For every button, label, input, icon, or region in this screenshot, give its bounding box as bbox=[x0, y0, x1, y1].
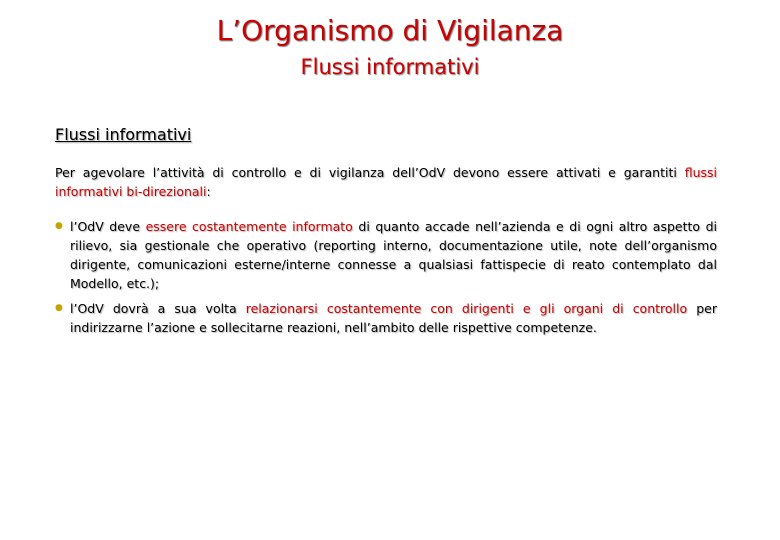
bullet-1-text-end: di quanto accade nell’azienda e di ogni altro aspetto di rilievo, sia gestionale che operativo (reporting interno, documentazione utile, note dell’organismo dirigente, comunicazioni esterne/interne connesse a qualsiasi fattispecie di reato contemplato dal Modello, etc.); bbox=[70, 219, 717, 291]
intro-text-end: : bbox=[206, 184, 211, 199]
bullet-list bbox=[55, 217, 717, 337]
bullet-2-text-end: per indirizzarne l’azione e sollecitarne reazioni, nell’ambito delle rispettive competenze. bbox=[70, 301, 717, 335]
bullet-1-text-start: l’OdV deve bbox=[70, 219, 146, 234]
slide-title: L’Organismo di Vigilanza bbox=[216, 14, 564, 47]
slide-subtitle: Flussi informativi bbox=[300, 55, 480, 79]
intro-paragraph bbox=[55, 163, 717, 201]
bullet-2-text-start: l’OdV dovrà a sua volta bbox=[70, 301, 246, 316]
intro-text-start: Per agevolare l’attività di controllo e di vigilanza dell’OdV devono essere attivati e garantiti bbox=[55, 165, 685, 180]
slide-content bbox=[55, 163, 717, 343]
bullet-2-highlight: relazionarsi costantemente con dirigenti e gli organi di controllo bbox=[245, 301, 688, 316]
bullet-dot-icon: ● bbox=[55, 303, 63, 313]
bullet-dot-icon: ● bbox=[55, 221, 63, 231]
bullet-1-highlight: essere costantemente informato bbox=[145, 219, 353, 234]
bullet-item-1 bbox=[55, 217, 717, 293]
section-heading: Flussi informativi bbox=[55, 125, 192, 144]
bullet-item-2 bbox=[55, 299, 717, 337]
intro-highlight: flussi informativi bi-direzionali bbox=[55, 165, 717, 199]
